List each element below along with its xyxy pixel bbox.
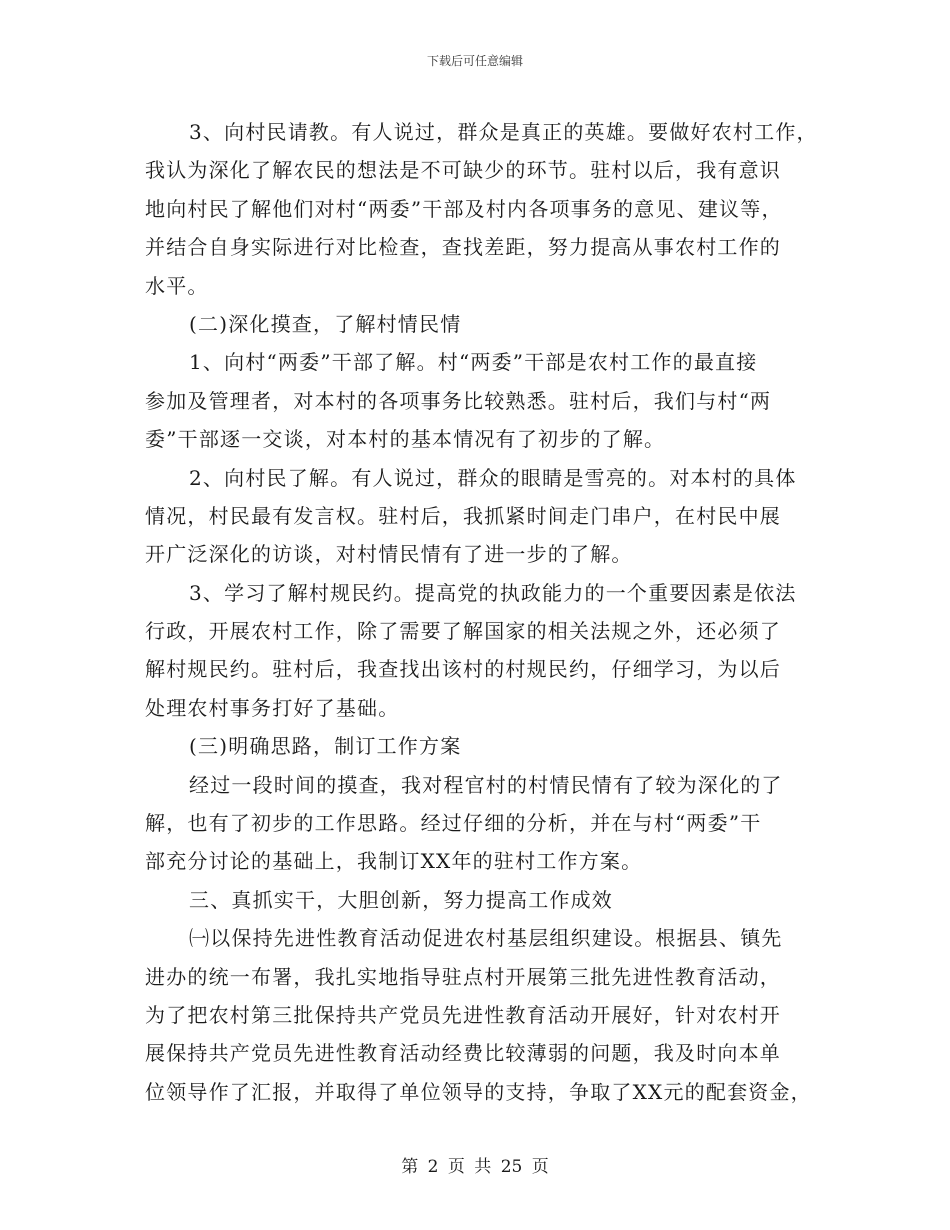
text-line: 水平。 <box>145 273 209 298</box>
text-line: 经过一段时间的摸查，我对程官村的村情民情有了较为深化的了 <box>189 772 783 797</box>
page-number-footer: 第 2 页 共 25 页 <box>401 1157 549 1177</box>
text-line: 3、向村民请教。有人说过，群众是真正的英雄。要做好农村工作， <box>189 120 818 144</box>
text-line: 委”干部逐一交谈，对本村的基本情况有了初步的了解。 <box>145 427 666 452</box>
text-line: 地向村民了解他们对村“两委”干部及村内各项事务的意见、建议等， <box>145 196 783 221</box>
text-line: 3、学习了解村规民约。提高党的执政能力的一个重要因素是依法 <box>189 580 797 605</box>
text-line: 情况，村民最有发言权。驻村后，我抓紧时间走门串户，在村民中展 <box>145 503 781 528</box>
text-line: 为了把农村第三批保持共产党员先进性教育活动开展好，针对农村开 <box>145 1002 781 1027</box>
text-line: 解村规民约。驻村后，我查找出该村的村规民约，仔细学习，为以后 <box>145 657 781 682</box>
text-line: 2、向村民了解。有人说过，群众的眼睛是雪亮的。对本村的具体 <box>189 465 797 490</box>
page-header: 下载后可任意编辑 <box>426 54 523 68</box>
text-line: 1、向村“两委”干部了解。村“两委”干部是农村工作的最直接 <box>189 350 758 375</box>
text-line: 我认为深化了解农民的想法是不可缺少的环节。驻村以后，我有意识 <box>145 158 781 183</box>
text-line: 行政，开展农村工作，除了需要了解国家的相关法规之外，还必须了 <box>145 619 781 644</box>
text-line: 处理农村事务打好了基础。 <box>145 695 400 720</box>
text-line: 部充分讨论的基础上，我制订XX年的驻村工作方案。 <box>145 849 643 874</box>
text-line: 三、真抓实干，大胆创新，努力提高工作成效 <box>189 887 613 912</box>
text-line: 开广泛深化的访谈，对村情民情有了进一步的了解。 <box>145 542 633 567</box>
text-line: 位领导作了汇报，并取得了单位领导的支持，争取了XX元的配套资金， <box>145 1079 812 1104</box>
text-line: 并结合自身实际进行对比检查，查找差距，努力提高从事农村工作的 <box>145 235 781 260</box>
text-line: 进办的统一布署，我扎实地指导驻点村开展第三批先进性教育活动， <box>145 964 781 989</box>
text-line: (二)深化摸查，了解村情民情 <box>189 311 462 336</box>
text-line: 参加及管理者，对本村的各项事务比较熟悉。驻村后，我们与村“两 <box>145 388 772 413</box>
text-line: ㈠以保持先进性教育活动促进农村基层组织建设。根据县、镇先 <box>189 926 783 951</box>
text-line: 解，也有了初步的工作思路。经过仔细的分析，并在与村“两委”干 <box>145 811 762 836</box>
text-line: 展保持共产党员先进性教育活动经费比较薄弱的问题，我及时向本单 <box>145 1041 781 1066</box>
text-line: (三)明确思路，制订工作方案 <box>189 734 462 759</box>
document-body <box>145 113 825 1111</box>
